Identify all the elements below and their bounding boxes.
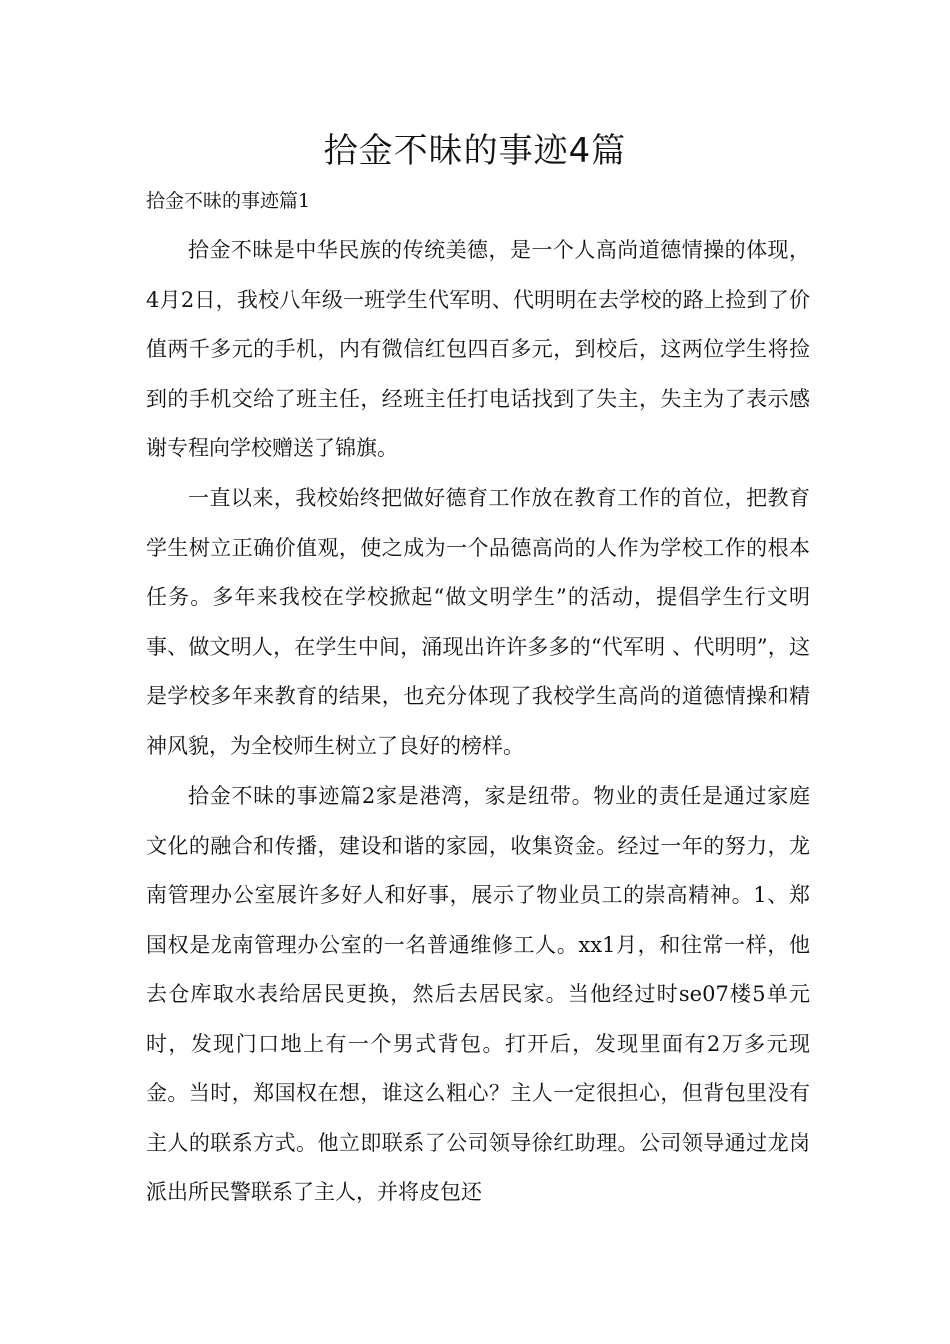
body-paragraph: 一直以来，我校始终把做好德育工作放在教育工作的首位，把教育学生树立正确价值观，使之成为一个品德高尚的人作为学校工作的根本任务。多年来我校在学校掀起“做文明学生”的活动，提倡学生行文明事、做文明人，在学生中间，涌现出许许多多的“代军明 、代明明”，这是学校多年来教育的结果，也充分体现了我校学生高尚的道德情操和精神风貌，为全校师生树立了良好的榜样。 — [146, 486, 810, 758]
body-paragraph: 拾金不昧的事迹篇2家是港湾，家是纽带。物业的责任是通过家庭文化的融合和传播，建设和谐的家园，收集资金。经过一年的努力，龙南管理办公室展许多好人和好事，展示了物业员工的崇高精神。1、郑国权是龙南管理办公室的一名普通维修工人。xx1月，和往常一样，他去仓库取水表给居民更换，然后去居民家。当他经过时se07楼5单元时，发现门口地上有一个男式背包。打开后，发现里面有2万多元现金。当时，郑国权在想，谁这么粗心？主人一定很担心，但背包里没有主人的联系方式。他立即联系了公司领导徐红助理。公司领导通过龙岗派出所民警联系了主人，并将皮包还 — [146, 784, 810, 1204]
document-title: 拾金不昧的事迹4篇 — [323, 131, 627, 171]
section-heading: 拾金不昧的事迹篇1 — [146, 190, 311, 212]
body-paragraph: 拾金不昧是中华民族的传统美德，是一个人高尚道德情操的体现，4月2日，我校八年级一班学生代军明、代明明在去学校的路上捡到了价值两千多元的手机，内有微信红包四百多元，到校后，这两位学生将捡到的手机交给了班主任，经班主任打电话找到了失主，失主为了表示感谢专程向学校赠送了锦旗。 — [146, 238, 810, 460]
